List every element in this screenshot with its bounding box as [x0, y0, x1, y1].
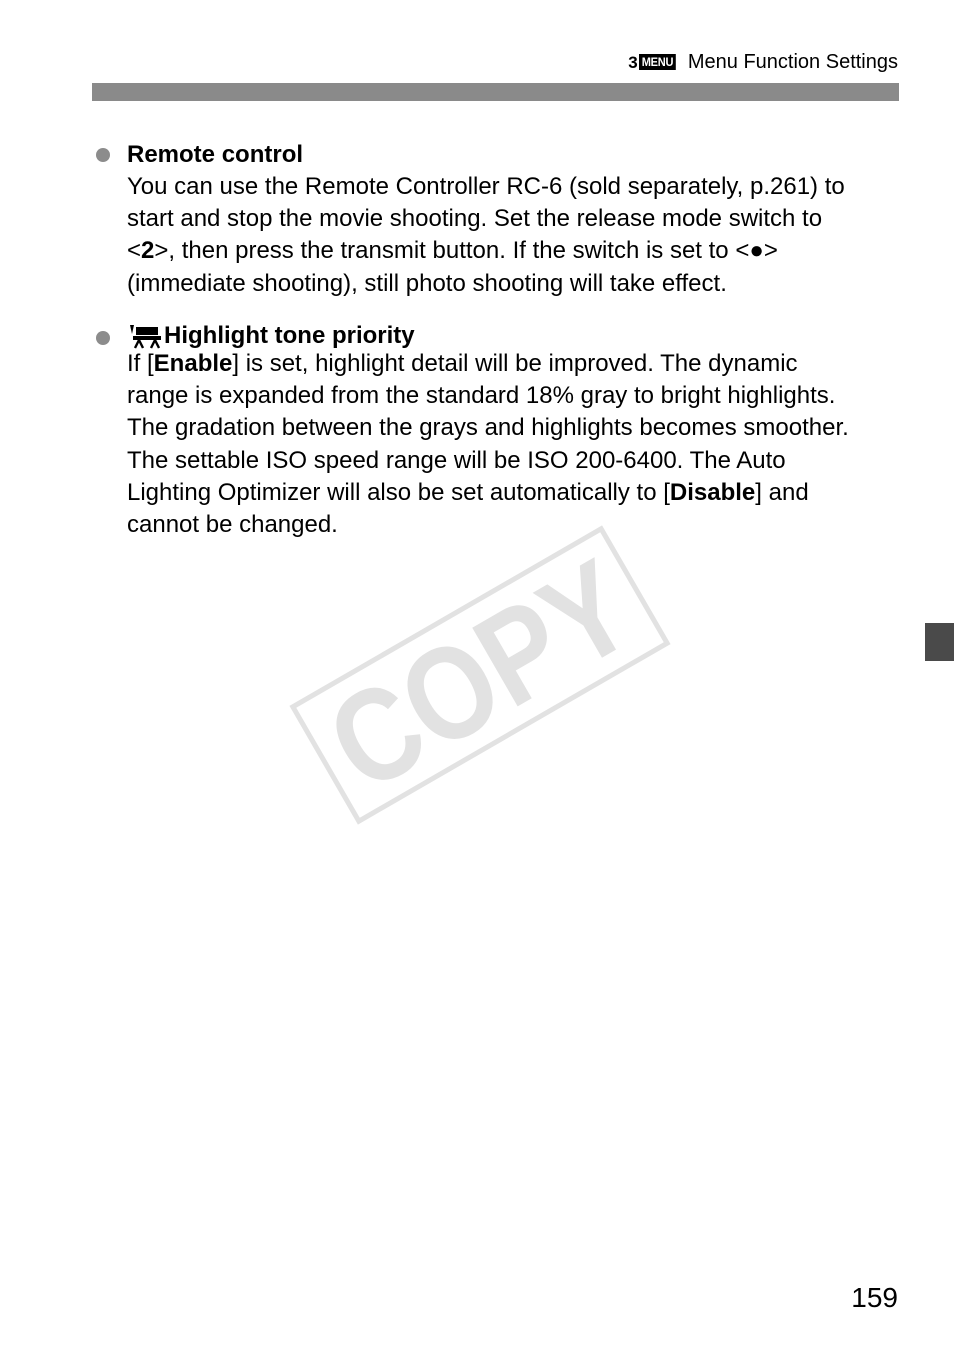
bold-term: Disable — [669, 478, 756, 506]
body-text-segment: > — [763, 237, 778, 265]
movie-camera-icon — [127, 323, 161, 349]
section-title — [127, 140, 907, 170]
body-text-segment: range is expanded from the standard 18% gray to bright highlights. — [127, 382, 836, 410]
running-header — [628, 50, 898, 74]
section-body — [127, 171, 907, 300]
section-title — [127, 321, 907, 351]
watermark-text: COPY — [304, 504, 703, 820]
section-body — [127, 348, 907, 541]
body-line — [127, 235, 907, 267]
body-text-segment: If [ — [127, 350, 154, 377]
body-text-segment: cannot be changed. — [127, 511, 338, 539]
page-number: 159 — [851, 1282, 898, 1313]
body-text-segment: ] and — [755, 478, 809, 506]
copy-watermark — [300, 504, 703, 820]
section-remote-control — [127, 140, 907, 300]
body-line — [127, 380, 907, 412]
body-text-segment: ] is set, highlight detail will be improved. The dynamic — [232, 350, 798, 377]
body-text-segment: (immediate shooting), still photo shooting will take effect. — [127, 269, 727, 297]
chapter-side-tab — [925, 623, 954, 661]
bold-term: Enable — [153, 350, 233, 377]
section-title-text: Highlight tone priority — [164, 322, 415, 349]
body-text-segment: < — [127, 237, 142, 265]
menu-tab-number: 3 — [628, 52, 638, 72]
section-highlight-tone-priority — [127, 321, 907, 541]
body-text-segment: start and stop the movie shooting. Set the release mode switch to — [127, 205, 823, 233]
running-header-title: Menu Function Settings — [687, 51, 898, 73]
body-line — [127, 171, 907, 203]
section-title-text: Remote control — [127, 141, 304, 168]
body-text-segment: You can use the Remote Controller RC-6 (sold separately, p.261) to — [127, 173, 845, 200]
bullet-icon — [96, 331, 110, 345]
menu-tab-icon — [628, 54, 679, 71]
body-line — [127, 203, 907, 235]
body-line — [127, 477, 907, 509]
header-bar — [92, 83, 899, 101]
body-text-segment: The settable ISO speed range will be ISO 200-6400. The Auto — [127, 446, 786, 474]
body-text-segment: >, then press the transmit button. If the switch is set to < — [154, 237, 750, 265]
body-text-segment: The gradation between the grays and highlights becomes smoother. — [127, 414, 849, 442]
body-line — [127, 445, 907, 477]
bold-term: 2 — [141, 237, 155, 265]
body-line — [127, 348, 907, 380]
body-line — [127, 412, 907, 444]
menu-tab-label: MENU — [639, 54, 676, 70]
bold-term: ● — [749, 237, 764, 265]
body-text-segment: Lighting Optimizer will also be set automatically to [ — [127, 478, 670, 506]
bullet-icon — [96, 148, 110, 162]
body-line — [127, 268, 907, 300]
